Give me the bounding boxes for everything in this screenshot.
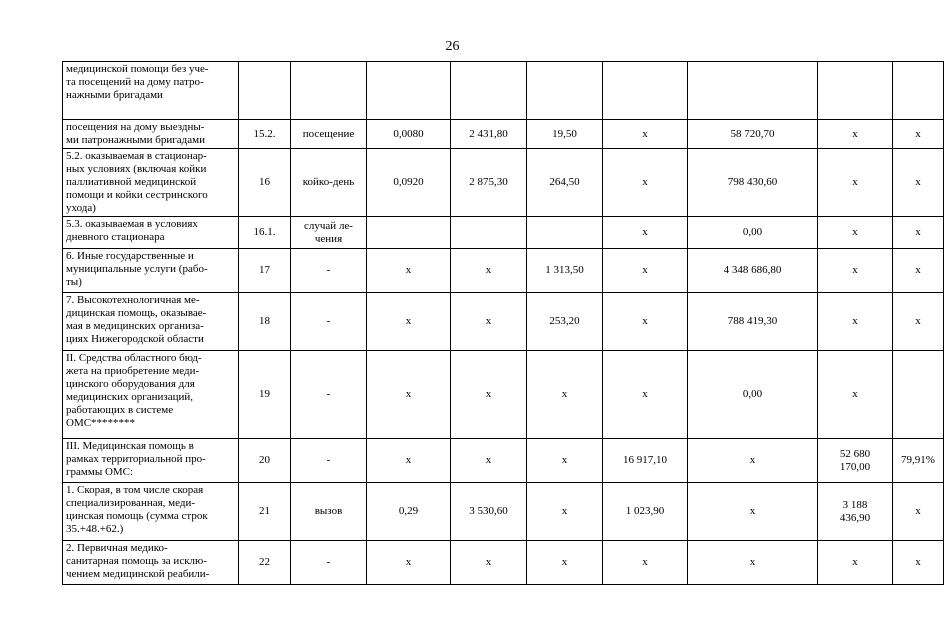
cost-norm-cell [451, 293, 527, 351]
budget-table [62, 61, 944, 585]
per-capita-oms-cell [603, 483, 688, 541]
per-capita-budget-value: х [561, 556, 568, 568]
volume-norm-cell [367, 351, 451, 439]
per-capita-budget-value: 264,50 [549, 176, 580, 188]
volume-norm-value: 0,0080 [393, 127, 424, 140]
cost-norm-cell [451, 217, 527, 249]
row-number-value: 21 [259, 505, 270, 517]
volume-norm-value: х [405, 556, 412, 568]
row-number-value: 19 [259, 388, 270, 400]
unit-value: - [326, 264, 331, 276]
per-capita-oms-value: х [642, 176, 648, 188]
per-capita-oms-cell [603, 249, 688, 293]
share-value: х [915, 315, 921, 327]
row-number-value: 16.1. [253, 226, 276, 238]
row-name-text: 1. Скорая, в том числе скорая специализированная, меди- цинская помощь (сумма строк 35.+48.+62.) [66, 484, 208, 535]
row-name-text: 6. Иные государственные и муниципальные услуги (рабо- ты) [66, 250, 208, 288]
unit-cell [291, 483, 367, 541]
cost-norm-value: х [485, 454, 492, 466]
per-capita-budget-value: 253,20 [549, 315, 580, 327]
unit-value: вызов [314, 505, 343, 517]
row-name-cell [63, 149, 239, 217]
row-name-text: посещения на дому выездны- ми патронажными бригадами [66, 121, 205, 146]
per-capita-budget-value: х [561, 388, 568, 400]
row-name-cell [63, 217, 239, 249]
per-capita-oms-value: х [642, 127, 648, 140]
cost-norm-cell [451, 483, 527, 541]
row-number-cell [239, 293, 291, 351]
oms-total-cell [818, 483, 893, 541]
share-value: х [915, 556, 921, 568]
unit-value: койко-день [302, 176, 355, 188]
volume-norm-cell [367, 217, 451, 249]
row-number-cell [239, 483, 291, 541]
row-name-cell [63, 249, 239, 293]
share-cell [893, 149, 944, 217]
row-name-cell [63, 120, 239, 149]
per-capita-budget-cell [527, 351, 603, 439]
volume-norm-cell [367, 149, 451, 217]
oms-total-cell [818, 439, 893, 483]
row-name-text: 5.3. оказываемая в условиях дневного стационара [66, 218, 198, 243]
volume-norm-cell [367, 483, 451, 541]
share-value: х [915, 505, 921, 517]
row-name-cell [63, 483, 239, 541]
unit-value: посещение [302, 127, 355, 140]
per-capita-oms-value: х [642, 264, 648, 276]
share-cell [893, 351, 944, 439]
row-number-cell [239, 351, 291, 439]
row-name-text: медицинской помощи без уче- та посещений на дому патро- нажными бригадами [66, 63, 209, 101]
cost-norm-value: 3 530,60 [469, 505, 508, 517]
per-capita-oms-cell [603, 541, 688, 585]
volume-norm-value: х [405, 454, 412, 466]
page-number: 26 [445, 39, 460, 54]
cost-norm-cell [451, 62, 527, 120]
row-number-cell [239, 120, 291, 149]
volume-norm-value: х [405, 264, 412, 276]
oms-total-value: х [852, 315, 858, 327]
table-row [63, 541, 944, 585]
cost-norm-value: х [485, 264, 492, 276]
volume-norm-cell [367, 62, 451, 120]
row-name-cell [63, 541, 239, 585]
share-cell [893, 293, 944, 351]
budget-total-cell [688, 149, 818, 217]
unit-value: - [326, 315, 331, 327]
per-capita-oms-value: х [642, 556, 648, 568]
budget-total-value: 798 430,60 [727, 176, 778, 188]
oms-total-cell [818, 351, 893, 439]
cost-norm-cell [451, 439, 527, 483]
budget-total-cell [688, 249, 818, 293]
share-cell [893, 120, 944, 149]
cost-norm-value: х [485, 315, 492, 327]
per-capita-oms-cell [603, 62, 688, 120]
oms-total-cell [818, 249, 893, 293]
budget-total-cell [688, 62, 818, 120]
share-cell [893, 483, 944, 541]
row-number-cell [239, 217, 291, 249]
unit-cell [291, 293, 367, 351]
oms-total-value: х [852, 264, 858, 276]
cost-norm-cell [451, 351, 527, 439]
budget-total-cell [688, 483, 818, 541]
share-value: х [915, 127, 921, 140]
budget-total-cell [688, 541, 818, 585]
unit-cell [291, 217, 367, 249]
share-value: х [915, 264, 921, 276]
unit-cell [291, 149, 367, 217]
unit-cell [291, 62, 367, 120]
volume-norm-value: х [405, 388, 412, 400]
unit-value: случай ле- чения [304, 219, 353, 245]
table-row [63, 483, 944, 541]
row-number-value: 15.2. [253, 127, 276, 140]
budget-total-value: 4 348 686,80 [723, 264, 782, 276]
share-value: 79,91% [901, 454, 935, 466]
cost-norm-value: х [485, 556, 492, 568]
row-name-cell [63, 62, 239, 120]
row-number-value: 22 [259, 556, 270, 568]
table-row [63, 120, 944, 149]
volume-norm-cell [367, 541, 451, 585]
volume-norm-cell [367, 249, 451, 293]
row-name-text: 2. Первичная медико- санитарная помощь за исклю- чением медицинской реабили- [66, 542, 210, 580]
budget-total-cell [688, 351, 818, 439]
unit-cell [291, 120, 367, 149]
share-cell [893, 62, 944, 120]
cost-norm-value: 2 875,30 [469, 176, 508, 188]
table-row [63, 62, 944, 120]
oms-total-cell [818, 217, 893, 249]
budget-total-value: 0,00 [742, 226, 763, 238]
budget-total-cell [688, 217, 818, 249]
oms-total-value: х [852, 388, 858, 400]
share-cell [893, 541, 944, 585]
table-row [63, 293, 944, 351]
oms-total-cell [818, 541, 893, 585]
per-capita-budget-cell [527, 483, 603, 541]
per-capita-budget-cell [527, 541, 603, 585]
volume-norm-cell [367, 293, 451, 351]
oms-total-value: х [852, 127, 858, 140]
row-number-value: 17 [259, 264, 270, 276]
row-number-cell [239, 439, 291, 483]
row-name-text: 7. Высокотехнологичная ме- дицинская помощь, оказывае- мая в медицинских организа- циях Нижегородской области [66, 294, 207, 345]
per-capita-oms-cell [603, 293, 688, 351]
oms-total-value: 3 188 436,90 [839, 498, 871, 524]
table-row [63, 351, 944, 439]
per-capita-budget-cell [527, 249, 603, 293]
volume-norm-value: 0,29 [398, 505, 419, 517]
table-body [63, 62, 944, 585]
volume-norm-cell [367, 120, 451, 149]
per-capita-budget-cell [527, 120, 603, 149]
unit-value: - [326, 454, 331, 466]
row-number-value: 18 [259, 315, 270, 327]
per-capita-oms-cell [603, 120, 688, 149]
row-name-cell [63, 351, 239, 439]
row-name-cell [63, 293, 239, 351]
budget-total-value: 0,00 [742, 388, 763, 400]
per-capita-budget-value: х [561, 454, 568, 466]
share-cell [893, 249, 944, 293]
per-capita-oms-cell [603, 351, 688, 439]
oms-total-cell [818, 149, 893, 217]
oms-total-cell [818, 62, 893, 120]
unit-cell [291, 249, 367, 293]
budget-total-value: х [749, 505, 756, 517]
row-name-text: II. Средства областного бюд- жета на приобретение меди- цинского оборудования для медицинских организаций, работающих в системе ОМС******** [66, 352, 202, 429]
per-capita-budget-value: х [561, 505, 568, 517]
oms-total-value: х [852, 226, 858, 238]
volume-norm-value: 0,0920 [393, 176, 424, 188]
oms-total-value: х [852, 556, 858, 568]
cost-norm-cell [451, 249, 527, 293]
row-number-cell [239, 249, 291, 293]
table-row [63, 249, 944, 293]
cost-norm-value: 2 431,80 [469, 127, 508, 140]
cost-norm-value: х [485, 388, 492, 400]
volume-norm-value: х [405, 315, 412, 327]
per-capita-oms-value: х [642, 226, 648, 238]
budget-total-value: х [749, 454, 756, 466]
unit-cell [291, 541, 367, 585]
oms-total-value: 52 680 170,00 [839, 447, 871, 473]
cost-norm-cell [451, 120, 527, 149]
per-capita-oms-cell [603, 149, 688, 217]
table-row [63, 439, 944, 483]
budget-total-cell [688, 439, 818, 483]
row-name-cell [63, 439, 239, 483]
budget-total-value: х [749, 556, 756, 568]
per-capita-budget-cell [527, 217, 603, 249]
per-capita-budget-value: 1 313,50 [545, 264, 584, 276]
row-number-cell [239, 149, 291, 217]
unit-cell [291, 439, 367, 483]
oms-total-cell [818, 293, 893, 351]
per-capita-budget-cell [527, 293, 603, 351]
share-cell [893, 217, 944, 249]
row-name-text: III. Медицинская помощь в рамках территориальной про- граммы ОМС: [66, 440, 206, 478]
oms-total-value: х [852, 176, 858, 188]
oms-total-cell [818, 120, 893, 149]
row-number-value: 16 [259, 176, 270, 188]
per-capita-oms-value: 16 917,10 [623, 454, 667, 466]
row-name-text: 5.2. оказываемая в стационар- ных условиях (включая койки паллиативной медицинской помощи и койки сестринского ухода) [66, 150, 208, 214]
per-capita-oms-value: х [642, 388, 648, 400]
per-capita-oms-cell [603, 217, 688, 249]
per-capita-oms-value: 1 023,90 [625, 505, 665, 517]
per-capita-budget-cell [527, 149, 603, 217]
table-row [63, 149, 944, 217]
budget-total-cell [688, 120, 818, 149]
per-capita-budget-cell [527, 439, 603, 483]
row-number-value: 20 [259, 454, 270, 466]
share-cell [893, 439, 944, 483]
row-number-cell [239, 62, 291, 120]
per-capita-oms-cell [603, 439, 688, 483]
per-capita-budget-cell [527, 62, 603, 120]
row-number-cell [239, 541, 291, 585]
cost-norm-cell [451, 541, 527, 585]
per-capita-budget-value: 19,50 [552, 127, 577, 140]
unit-value: - [326, 388, 331, 400]
unit-value: - [326, 556, 331, 568]
budget-total-value: 58 720,70 [730, 127, 775, 140]
share-value: х [915, 226, 921, 238]
share-value: х [915, 176, 921, 188]
table-row [63, 217, 944, 249]
budget-total-value: 788 419,30 [727, 315, 778, 327]
budget-total-cell [688, 293, 818, 351]
per-capita-oms-value: х [642, 315, 648, 327]
volume-norm-cell [367, 439, 451, 483]
unit-cell [291, 351, 367, 439]
cost-norm-cell [451, 149, 527, 217]
